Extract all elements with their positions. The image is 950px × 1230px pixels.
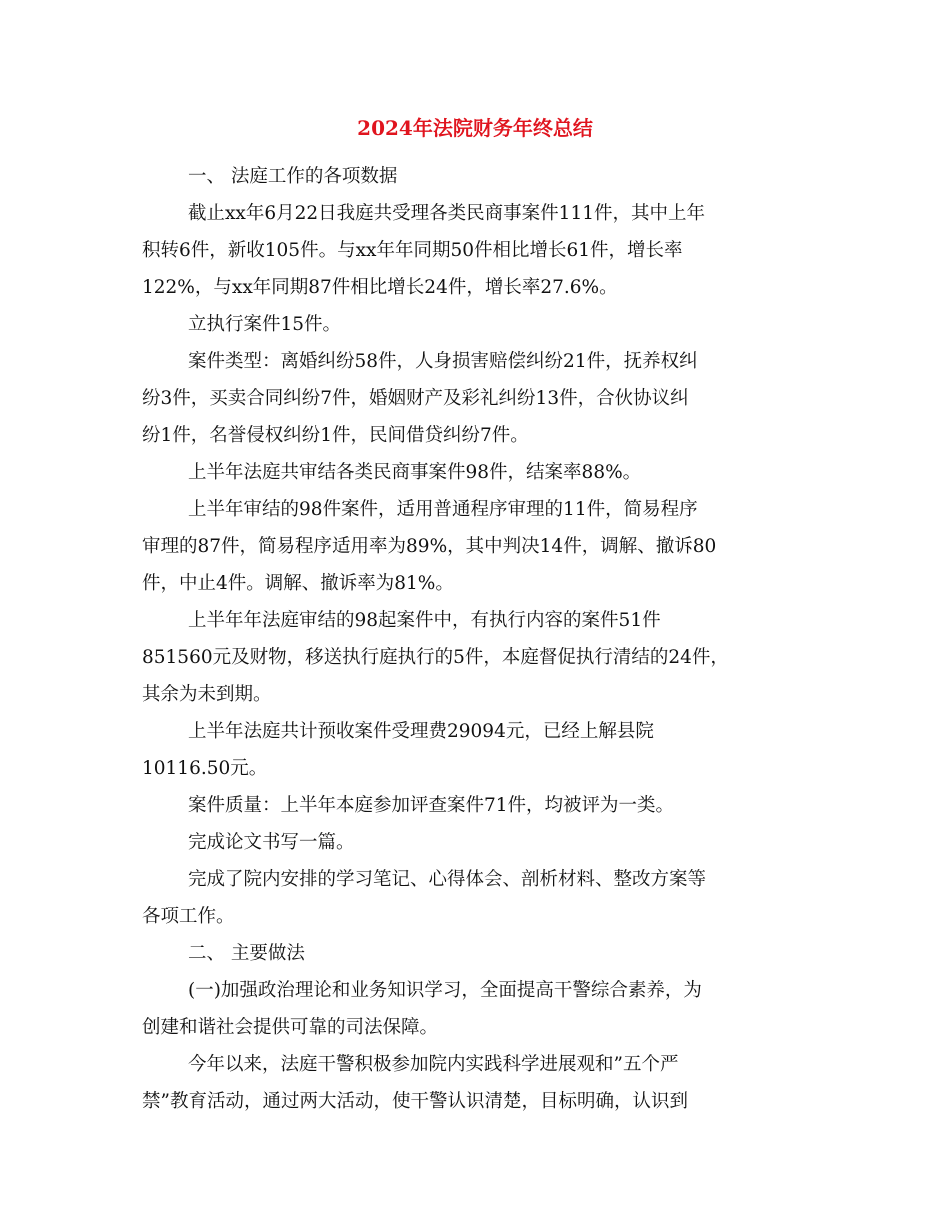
document-title: 2024年法院财务年终总结 bbox=[357, 116, 593, 140]
paragraph-line: 纷3件，买卖合同纠纷7件，婚姻财产及彩礼纠纷13件，合伙协议纠 bbox=[142, 388, 689, 409]
paragraph-line: 10116.50元。 bbox=[142, 758, 268, 779]
paragraph bbox=[142, 343, 812, 454]
paragraph bbox=[142, 787, 812, 824]
paragraph bbox=[142, 935, 812, 972]
paragraph-line: 件，中止4件。调解、撤诉率为81%。 bbox=[142, 573, 454, 594]
paragraph-line: 完成了院内安排的学习笔记、心得体会、剖析材料、整改方案等 bbox=[188, 869, 707, 890]
paragraph bbox=[142, 491, 812, 602]
paragraph-line: 纷1件，名誉侵权纠纷1件，民间借贷纠纷7件。 bbox=[142, 425, 529, 446]
paragraph bbox=[142, 158, 812, 195]
paragraph-line: (一)加强政治理论和业务知识学习，全面提高干警综合素养，为 bbox=[188, 980, 702, 1001]
paragraph bbox=[142, 861, 812, 935]
paragraph-line: 案件类型：离婚纠纷58件，人身损害赔偿纠纷21件，抚养权纠 bbox=[188, 351, 698, 372]
paragraph bbox=[142, 972, 812, 1046]
paragraph-line: 截止xx年6月22日我庭共受理各类民商事案件111件，其中上年 bbox=[188, 203, 705, 224]
paragraph-line: 851560元及财物，移送执行庭执行的5件，本庭督促执行清结的24件， bbox=[142, 647, 729, 668]
paragraph bbox=[142, 713, 812, 787]
paragraph-line: 今年以来，法庭干警积极参加院内实践科学进展观和”五个严 bbox=[188, 1054, 679, 1075]
paragraph bbox=[142, 306, 812, 343]
paragraph-line: 二、 主要做法 bbox=[188, 943, 305, 964]
paragraph bbox=[142, 454, 812, 491]
paragraph-line: 上半年年法庭审结的98起案件中，有执行内容的案件51件 bbox=[188, 610, 661, 631]
paragraph bbox=[142, 602, 812, 713]
paragraph-line: 完成论文书写一篇。 bbox=[188, 832, 355, 853]
paragraph bbox=[142, 1046, 812, 1120]
paragraph-line: 案件质量：上半年本庭参加评查案件71件，均被评为一类。 bbox=[188, 795, 675, 816]
paragraph-line: 积转6件，新收105件。与xx年年同期50件相比增长61件，增长率 bbox=[142, 240, 683, 261]
paragraph-line: 立执行案件15件。 bbox=[188, 314, 342, 335]
paragraph bbox=[142, 824, 812, 861]
paragraph-line: 各项工作。 bbox=[142, 906, 235, 927]
paragraph-line: 创建和谐社会提供可靠的司法保障。 bbox=[142, 1017, 439, 1038]
paragraph-line: 其余为未到期。 bbox=[142, 684, 272, 705]
paragraph-line: 上半年法庭共计预收案件受理费29094元，已经上解县院 bbox=[188, 721, 654, 742]
paragraph-line: 一、 法庭工作的各项数据 bbox=[188, 166, 398, 187]
paragraph-line: 上半年审结的98件案件，适用普通程序审理的11件，简易程序 bbox=[188, 499, 698, 520]
paragraph-line: 禁”教育活动，通过两大活动，使干警认识清楚，目标明确，认识到 bbox=[142, 1091, 688, 1112]
paragraph-line: 上半年法庭共审结各类民商事案件98件，结案率88%。 bbox=[188, 462, 642, 483]
paragraph-line: 122%，与xx年同期87件相比增长24件，增长率27.6%。 bbox=[142, 277, 618, 298]
paragraph bbox=[142, 195, 812, 306]
paragraph-line: 审理的87件，简易程序适用率为89%，其中判决14件，调解、撤诉80 bbox=[142, 536, 717, 557]
document-body bbox=[142, 158, 812, 1120]
